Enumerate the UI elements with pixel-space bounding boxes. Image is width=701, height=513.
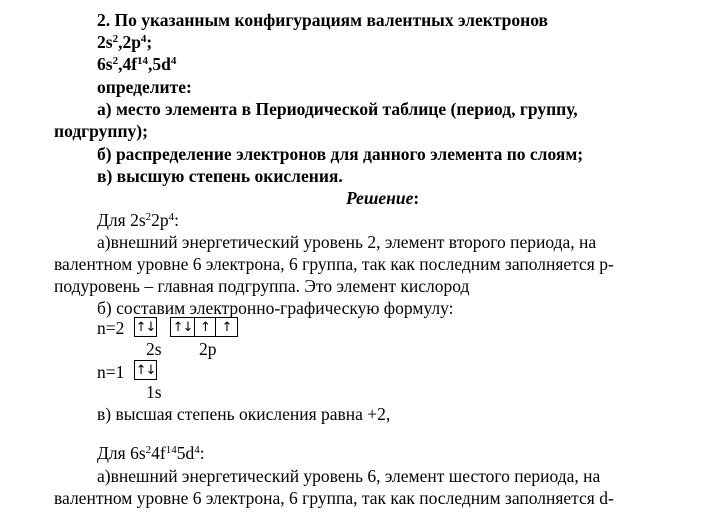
part1-a-line-3: подуровень – главная подгруппа. Это элемент кислород — [54, 276, 470, 296]
orbital-2p-cell-1: ↑↓ — [170, 317, 195, 337]
orbital-1s-cell: ↑↓ — [134, 360, 157, 380]
part2-intro: Для $6s^24f^{14}5d^4$: — [97, 443, 205, 463]
task-text: По указанным конфигурациям валентных электронов — [114, 10, 548, 30]
part1-a-line-1: а)внешний энергетический уровень 2, элемент второго периода, на — [97, 232, 597, 252]
part1-c-line: в) высшая степень окисления равна +2, — [97, 404, 391, 424]
part2-a-line-2: валентном уровне 6 электрона, 6 группа, так как последним заполняется d- — [54, 488, 614, 508]
orbital-2p-cell-2: ↑ — [194, 317, 216, 337]
orbital-2s-cell: ↑↓ — [134, 317, 157, 337]
orbital-n1-label: n=1 — [97, 362, 125, 382]
part1-b-line: б) составим электронно-графическую формулу: — [97, 298, 454, 318]
orbital-2p-cell-3: ↑ — [215, 317, 238, 337]
task-config-2: $6s^2,4f^{14},5d^4$ — [97, 54, 177, 74]
task-item-a-line-2: подгруппу); — [54, 121, 148, 141]
task-item-b: б) распределение электронов для данного элемента по слоям; — [97, 144, 584, 164]
part1-a-line-2: валентном уровне 6 электрона, 6 группа, так как последним заполняется p- — [54, 254, 614, 274]
orbital-2p-label: 2p — [199, 339, 217, 359]
task-line-1 — [97, 9, 548, 31]
task-define: определите: — [97, 77, 192, 97]
task-item-c: в) высшую степень окисления. — [97, 166, 343, 186]
part1-intro: Для $2s^22p^4$: — [97, 210, 180, 230]
orbital-2s-label: 2s — [146, 339, 162, 359]
task-config-1: $2s^2,2p^4$; — [97, 32, 153, 52]
solution-heading: Решение: — [346, 188, 420, 208]
orbital-n2-label: n=2 — [97, 318, 125, 338]
orbital-1s-label: 1s — [146, 382, 162, 402]
part2-a-line-1: а)внешний энергетический уровень 6, элемент шестого периода, на — [97, 466, 601, 486]
task-item-a-line-1: а) место элемента в Периодической таблице (период, группу, — [97, 99, 578, 119]
task-number: 2. — [97, 10, 111, 30]
